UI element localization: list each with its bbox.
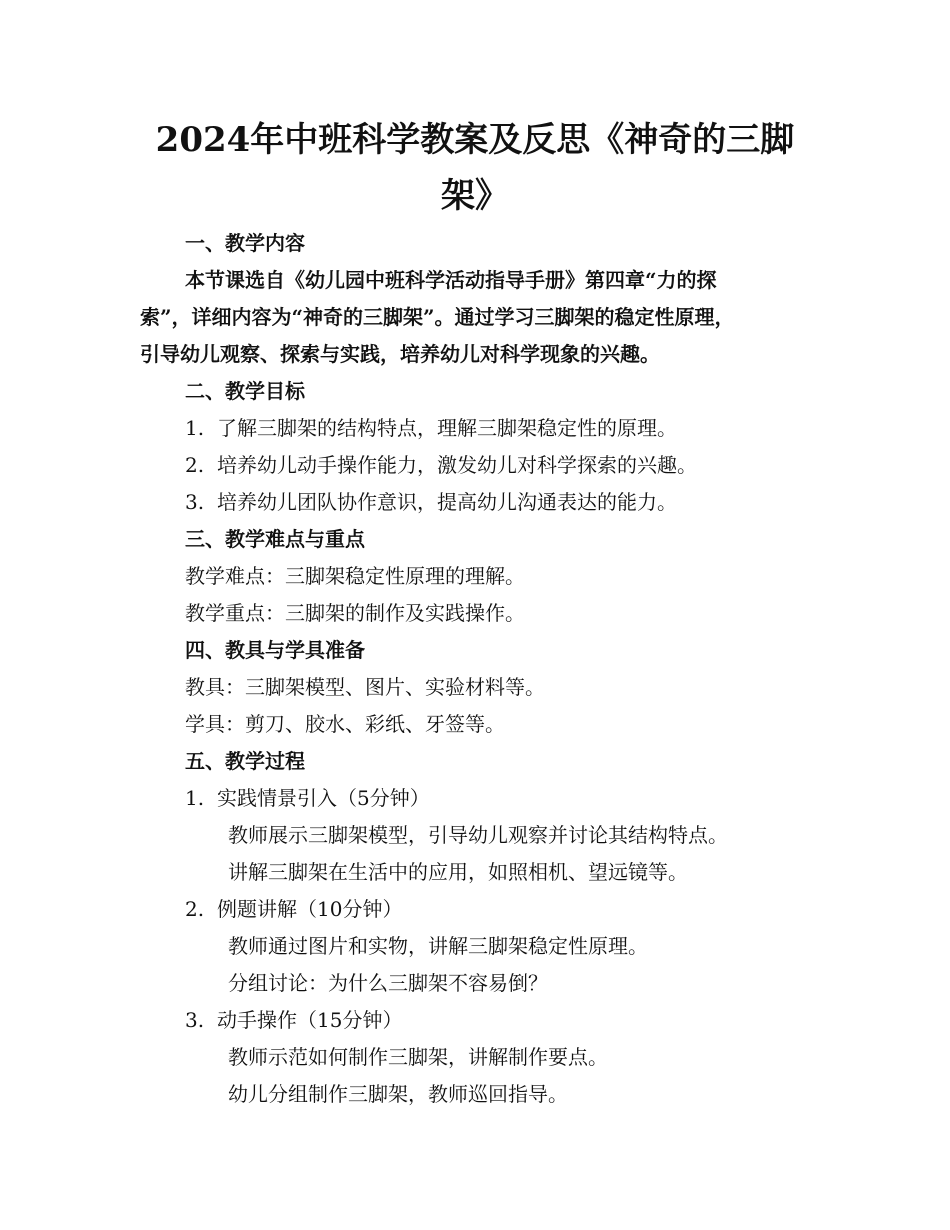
goal-text: 培养幼儿动手操作能力，激发幼儿对科学探索的兴趣。 xyxy=(217,453,697,477)
section-heading-goals: 二、教学目标 xyxy=(185,379,305,403)
step-title: 例题讲解（10分钟） xyxy=(217,897,403,921)
process-step-line: 教师通过图片和实物，讲解三脚架稳定性原理。 xyxy=(228,934,648,958)
process-step-title xyxy=(185,894,402,924)
section-heading-content: 一、教学内容 xyxy=(185,231,305,255)
process-step-line: 分组讨论：为什么三脚架不容易倒？ xyxy=(228,971,548,995)
step-number: 1. xyxy=(185,786,205,810)
process-step-line: 讲解三脚架在生活中的应用，如照相机、望远镜等。 xyxy=(228,860,688,884)
title-line-2: 架》 xyxy=(441,176,509,216)
section-heading-materials: 四、教具与学具准备 xyxy=(185,638,365,662)
content-paragraph-line: 索”，详细内容为“神奇的三脚架”。通过学习三脚架的稳定性原理， xyxy=(140,305,735,329)
key-point-line: 教学重点：三脚架的制作及实践操作。 xyxy=(185,601,525,625)
section-heading-process: 五、教学过程 xyxy=(185,749,305,773)
goal-item xyxy=(185,487,677,517)
step-title: 实践情景引入（5分钟） xyxy=(217,786,430,810)
materials-line: 教具：三脚架模型、图片、实验材料等。 xyxy=(185,675,545,699)
process-step-line: 教师示范如何制作三脚架，讲解制作要点。 xyxy=(228,1045,608,1069)
goal-number: 3. xyxy=(185,490,205,514)
section-heading-key-points: 三、教学难点与重点 xyxy=(185,527,365,551)
goal-text: 了解三脚架的结构特点，理解三脚架稳定性的原理。 xyxy=(217,416,677,440)
goal-text: 培养幼儿团队协作意识，提高幼儿沟通表达的能力。 xyxy=(217,490,677,514)
title-line-1: 2024年中班科学教案及反思《神奇的三脚 xyxy=(155,120,795,160)
goal-item xyxy=(185,413,677,443)
step-number: 2. xyxy=(185,897,205,921)
goal-item xyxy=(185,450,697,480)
process-step-title xyxy=(185,1005,402,1035)
materials-line: 学具：剪刀、胶水、彩纸、牙签等。 xyxy=(185,712,505,736)
process-step-line: 幼儿分组制作三脚架，教师巡回指导。 xyxy=(228,1082,568,1106)
goal-number: 2. xyxy=(185,453,205,477)
document-title xyxy=(140,112,810,224)
process-step-title xyxy=(185,783,430,813)
step-number: 3. xyxy=(185,1008,205,1032)
content-paragraph-line: 本节课选自《幼儿园中班科学活动指导手册》第四章“力的探 xyxy=(185,268,717,292)
content-paragraph-line: 引导幼儿观察、探索与实践，培养幼儿对科学现象的兴趣。 xyxy=(140,342,660,366)
process-step-line: 教师展示三脚架模型，引导幼儿观察并讨论其结构特点。 xyxy=(228,823,728,847)
goal-number: 1. xyxy=(185,416,205,440)
step-title: 动手操作（15分钟） xyxy=(217,1008,403,1032)
key-point-line: 教学难点：三脚架稳定性原理的理解。 xyxy=(185,564,525,588)
